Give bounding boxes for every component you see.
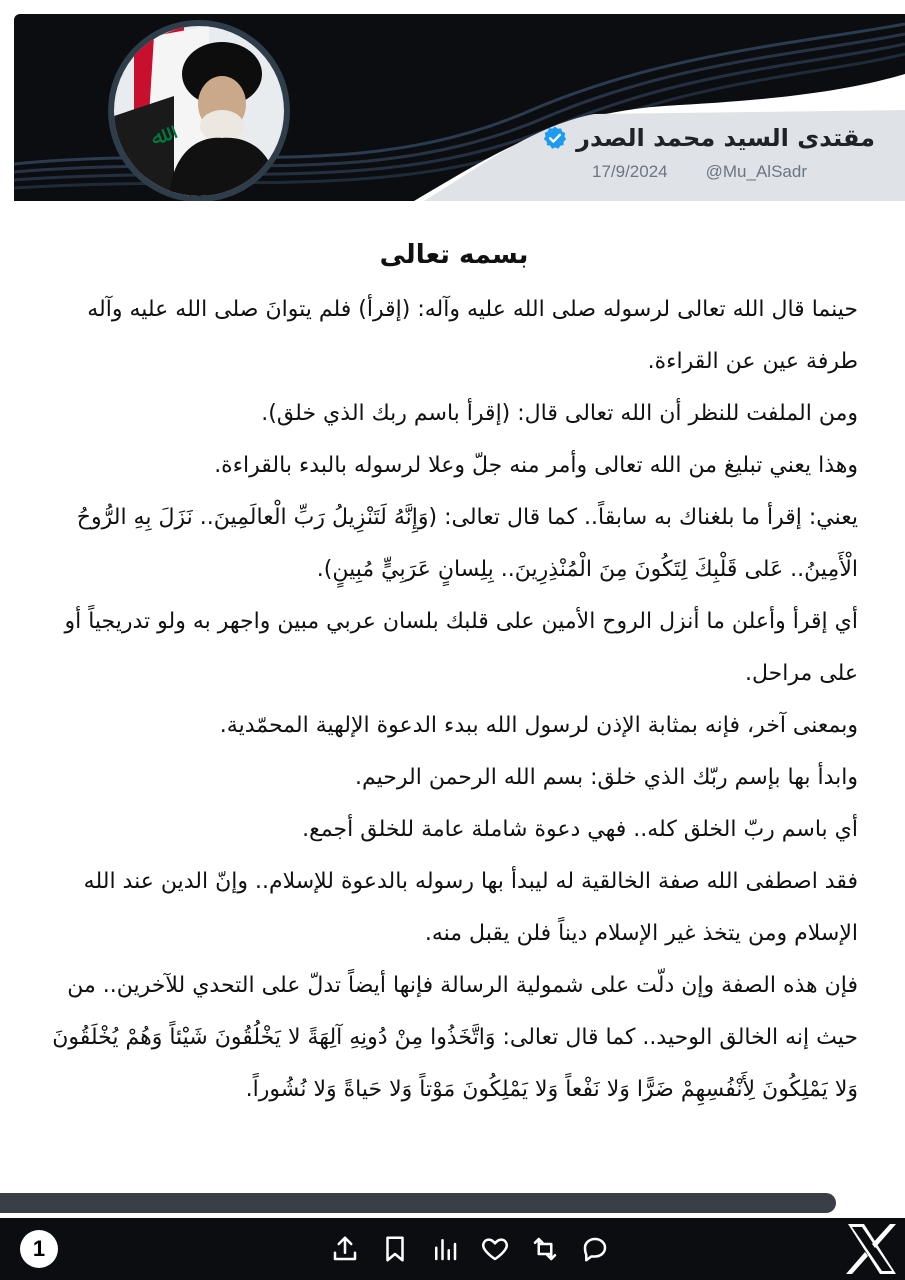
- post-body: [50, 240, 858, 1116]
- paragraph: فقد اصطفى الله صفة الخالقية له ليبدأ بها رسوله بالدعوة للإسلام.. وإنّ الدين عند الله الإسلام ومن يتخذ غير الإسلام ديناً فلن يقبل منه.: [83, 869, 858, 946]
- action-bar: [330, 1234, 610, 1264]
- paragraph: وهذا يعني تبليغ من الله تعالى وأمر منه جلّ وعلا لرسوله بالبدء بالقراءة.: [214, 453, 858, 478]
- user-handle[interactable]: @Mu_AlSadr: [705, 162, 807, 181]
- paragraph: حينما قال الله تعالى لرسوله صلى الله عليه وآله: (إقرأ) فلم يتوانَ صلى الله عليه وآله طرفة عين عن القراءة.: [87, 297, 858, 374]
- reply-icon[interactable]: [580, 1234, 610, 1264]
- repost-icon[interactable]: [530, 1234, 560, 1264]
- x-logo-icon: [842, 1220, 900, 1278]
- paragraph: فإن هذه الصفة وإن دلّت على شمولية الرسالة فإنها أيضاً تدلّ على التحدي للآخرين.. من حيث إنه الخالق الوحيد.. كما قال تعالى: وَاتَّخَذُوا مِنْ دُونِهِ آلِهَةً لا يَخْلُقُونَ شَيْئاً وَهُمْ يُخْلَقُونَ وَلا يَمْلِكُونَ لِأَنْفُسِهِمْ ضَرًّا وَلا نَفْعاً وَلا يَمْلِكُونَ مَوْتاً وَلا حَياةً وَلا نُشُوراً.: [52, 973, 858, 1102]
- meta-row: [417, 162, 887, 182]
- profile-header-banner: [14, 14, 905, 201]
- paragraph: وابدأ بها بإسم ربّك الذي خلق: بسم الله الرحمن الرحيم.: [355, 765, 858, 790]
- name-row: [417, 124, 887, 152]
- verified-badge-icon: [542, 125, 568, 151]
- share-icon[interactable]: [330, 1234, 360, 1264]
- display-name[interactable]: مقتدى السيد محمد الصدر: [576, 124, 875, 152]
- views-icon[interactable]: [430, 1234, 460, 1264]
- footer-divider: [0, 1193, 836, 1213]
- profile-avatar[interactable]: [114, 26, 284, 196]
- footer-bar: [0, 1218, 905, 1280]
- bookmark-icon[interactable]: [380, 1234, 410, 1264]
- post-date: 17/9/2024: [592, 162, 668, 181]
- paragraph: وبمعنى آخر، فإنه بمثابة الإذن لرسول الله ببدء الدعوة الإلهية المحمّدية.: [219, 713, 858, 738]
- avatar-image: [114, 26, 284, 196]
- paragraph: يعني: إقرأ ما بلغناك به سابقاً.. كما قال تعالى: (وَإِنَّهُ لَتَنْزِيلُ رَبِّ الْعالَمِينَ.. نَزَلَ بِهِ الرُّوحُ الْأَمِينُ.. عَلى قَلْبِكَ لِتَكُونَ مِنَ الْمُنْذِرِينَ.. بِلِسانٍ عَرَبِيٍّ مُبِينٍ).: [76, 505, 858, 582]
- post-title: بسمه تعالى: [379, 240, 529, 270]
- paragraph: ومن الملفت للنظر أن الله تعالى قال: (إقرأ باسم ربك الذي خلق).: [261, 401, 858, 426]
- page-number-badge: 1: [20, 1230, 58, 1268]
- paragraph: أي باسم ربّ الخلق كله.. فهي دعوة شاملة عامة للخلق أجمع.: [302, 817, 858, 842]
- paragraph: أي إقرأ وأعلن ما أنزل الروح الأمين على قلبك بلسان عربي مبين واجهر به ولو تدريجياً أو على مراحل.: [64, 609, 858, 686]
- svg-text:ﷲ: ﷲ: [147, 123, 169, 152]
- author-info: [417, 124, 887, 201]
- like-icon[interactable]: [480, 1234, 510, 1264]
